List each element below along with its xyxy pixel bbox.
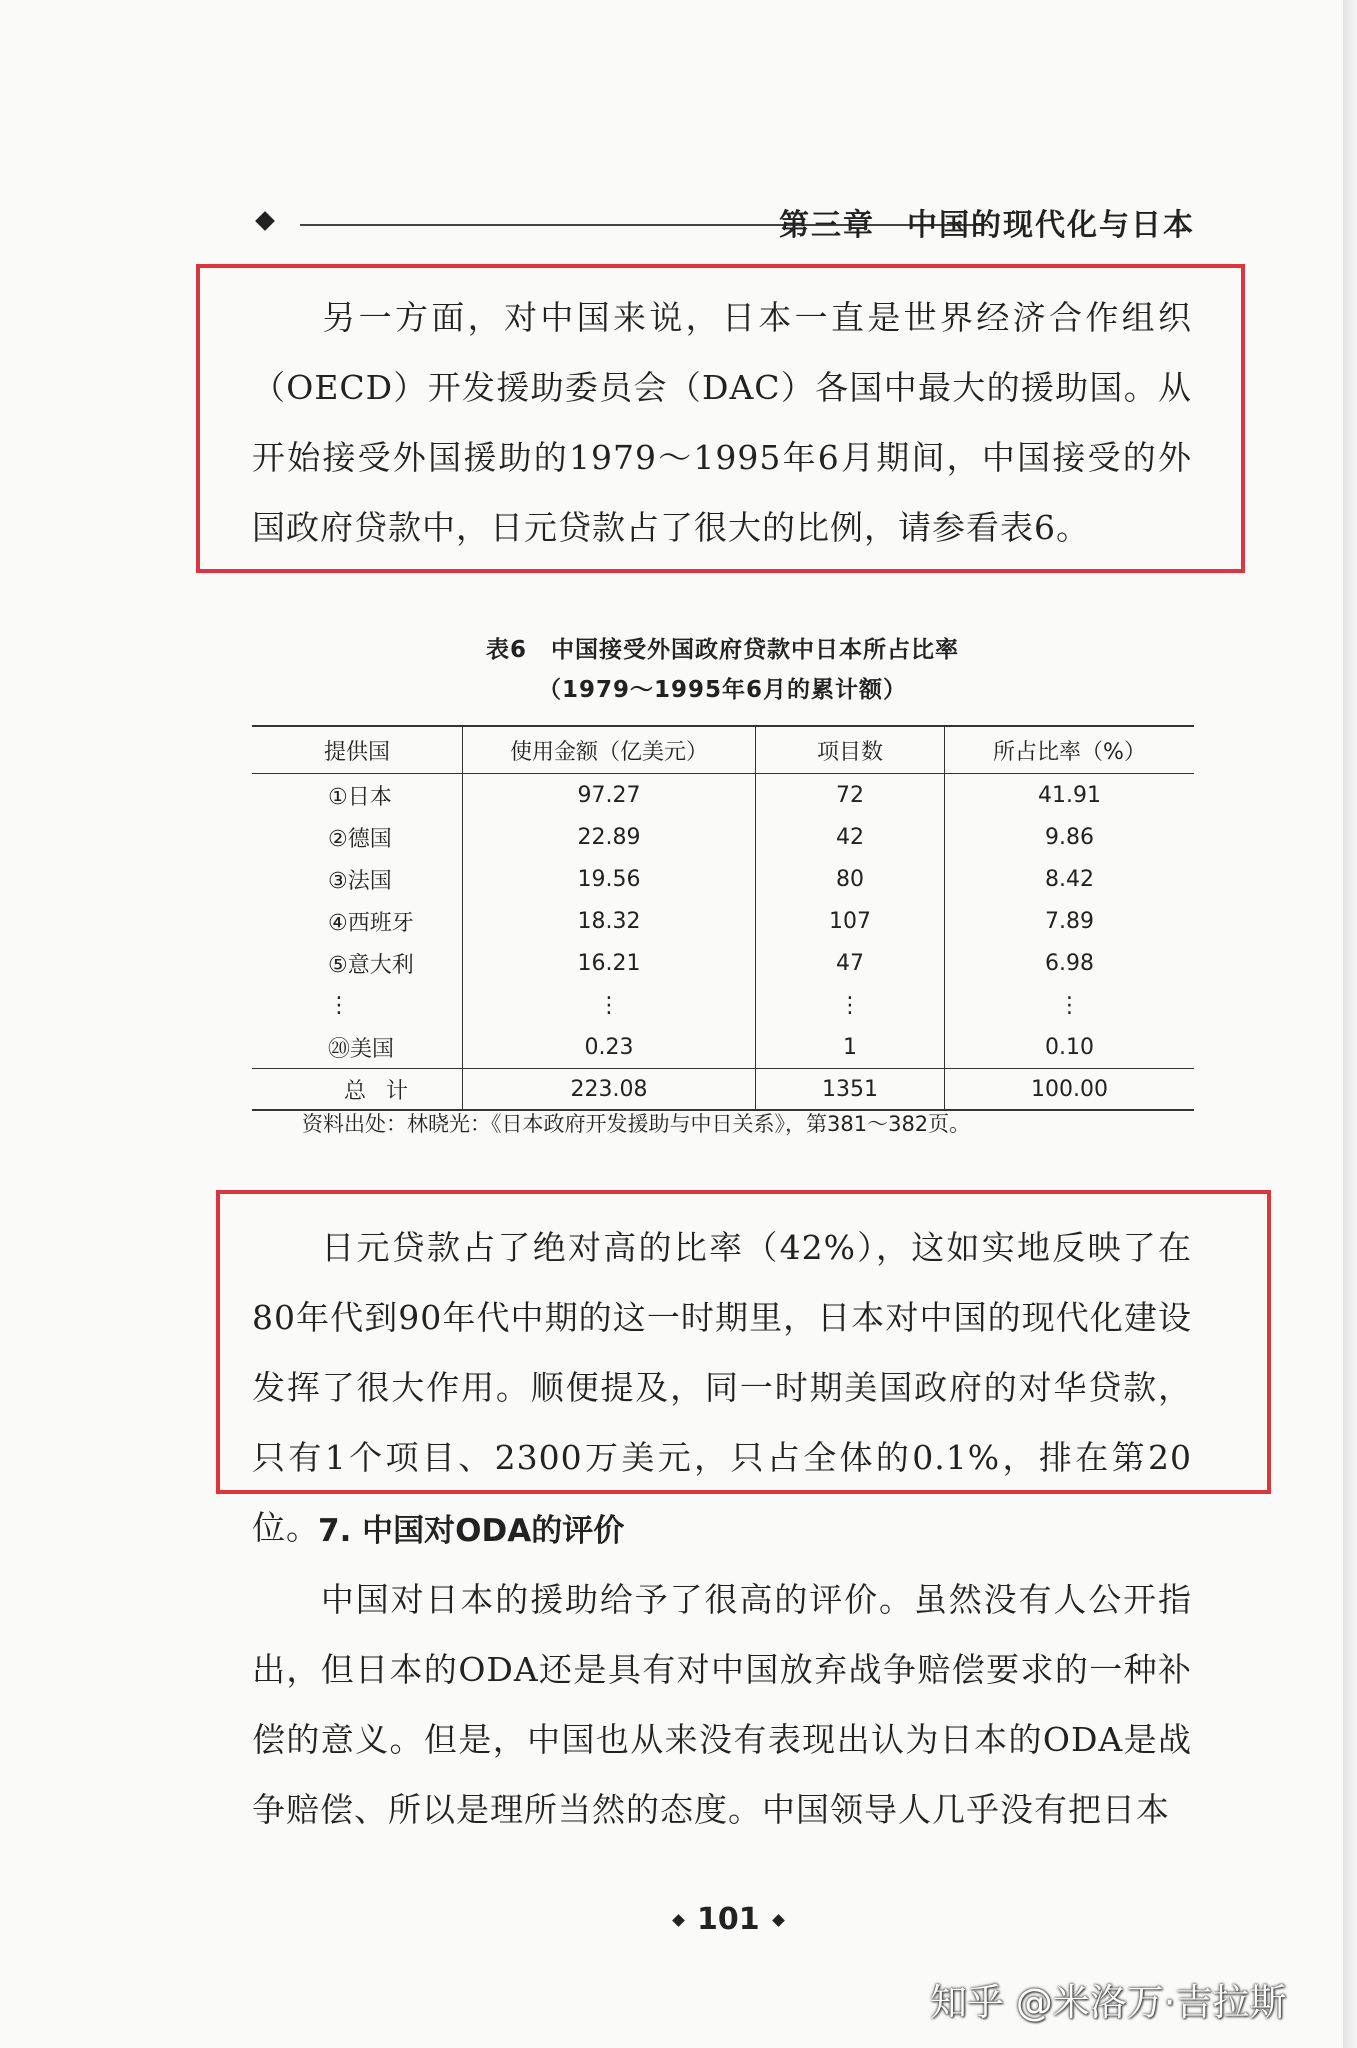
cell-country: ⑳美国 bbox=[328, 1036, 395, 1062]
cell-share: ⋮ bbox=[945, 984, 1195, 1026]
paragraph-oecd-text: 另一方面，对中国来说，日本一直是世界经济合作组织（OECD）开发援助委员会（DAC）各国中最大的援助国。从开始接受外国援助的1979～1995年6月期间，中国接受的外国政府贷款中，日元贷款占了很大的比例，请参看表6。 bbox=[252, 298, 1192, 547]
diamond-icon bbox=[255, 211, 275, 231]
highlight-box-2 bbox=[216, 1190, 1271, 1494]
cell-amount: 97.27 bbox=[463, 774, 756, 817]
loan-share-table bbox=[252, 725, 1194, 1111]
cell-projects: 72 bbox=[756, 774, 945, 817]
col-header-projects: 项目数 bbox=[756, 726, 945, 774]
cell-share: 9.86 bbox=[945, 816, 1195, 858]
table-subtitle: （1979～1995年6月的累计额） bbox=[537, 677, 908, 703]
cell-projects: 47 bbox=[756, 942, 945, 984]
table-row-ellipsis bbox=[252, 984, 1194, 1026]
cell-total-projects: 1351 bbox=[756, 1069, 945, 1111]
cell-projects: 42 bbox=[756, 816, 945, 858]
table-source-note: 资料出处：林晓光：《日本政府开发援助与中日关系》，第381～382页。 bbox=[302, 1112, 971, 1136]
diamond-icon bbox=[672, 1914, 685, 1927]
table-row bbox=[252, 816, 1194, 858]
col-header-country: 提供国 bbox=[252, 726, 463, 774]
cell-country: ③法国 bbox=[328, 868, 392, 894]
diamond-icon bbox=[772, 1914, 785, 1927]
cell-share: 7.89 bbox=[945, 900, 1195, 942]
cell-amount: 16.21 bbox=[463, 942, 756, 984]
cell-total-share: 100.00 bbox=[945, 1069, 1195, 1111]
paragraph-evaluation-text: 中国对日本的援助给予了很高的评价。虽然没有人公开指出，但日本的ODA还是具有对中国放弃战争赔偿要求的一种补偿的意义。但是，中国也从来没有表现出认为日本的ODA是战争赔偿、所以是理所当然的态度。中国领导人几乎没有把日本 bbox=[252, 1580, 1192, 1829]
cell-country: ⑤意大利 bbox=[328, 952, 414, 978]
paragraph-yen-loans-text: 日元贷款占了绝对高的比率（42%），这如实地反映了在80年代到90年代中期的这一时期里，日本对中国的现代化建设发挥了很大作用。顺便提及，同一时期美国政府的对华贷款，只有1个项目、2300万美元，只占全体的0.1%，排在第20位。 bbox=[252, 1228, 1192, 1547]
cell-country: ②德国 bbox=[328, 826, 392, 852]
table-row bbox=[252, 1026, 1194, 1069]
cell-amount: 18.32 bbox=[463, 900, 756, 942]
page-number bbox=[660, 1902, 797, 1937]
running-header bbox=[250, 200, 1195, 250]
table-row bbox=[252, 900, 1194, 942]
cell-projects: 80 bbox=[756, 858, 945, 900]
cell-country: ⋮ bbox=[328, 992, 350, 1018]
cell-country: ①日本 bbox=[328, 784, 392, 810]
cell-country: ④西班牙 bbox=[328, 910, 414, 936]
page-edge bbox=[1343, 0, 1357, 2048]
page-number-text: 101 bbox=[697, 1902, 760, 1937]
paragraph-evaluation bbox=[252, 1565, 1192, 1845]
cell-share: 6.98 bbox=[945, 942, 1195, 984]
cell-projects: 1 bbox=[756, 1026, 945, 1069]
table-row bbox=[252, 774, 1194, 817]
chapter-title: 第三章 中国的现代化与日本 bbox=[779, 208, 1195, 243]
cell-share: 41.91 bbox=[945, 774, 1195, 817]
cell-amount: 22.89 bbox=[463, 816, 756, 858]
table-row bbox=[252, 942, 1194, 984]
section-heading: 7. 中国对ODA的评价 bbox=[318, 1513, 625, 1549]
cell-share: 0.10 bbox=[945, 1026, 1195, 1069]
cell-projects: 107 bbox=[756, 900, 945, 942]
cell-amount: 0.23 bbox=[463, 1026, 756, 1069]
cell-total-amount: 223.08 bbox=[463, 1069, 756, 1111]
col-header-share: 所占比率（%） bbox=[945, 726, 1195, 774]
table-title: 表6 中国接受外国政府贷款中日本所占比率 bbox=[485, 637, 959, 663]
cell-amount: ⋮ bbox=[463, 984, 756, 1026]
table-header-row bbox=[252, 726, 1194, 774]
cell-amount: 19.56 bbox=[463, 858, 756, 900]
table-total-row bbox=[252, 1069, 1194, 1111]
table-caption bbox=[250, 630, 1195, 710]
cell-total-label: 总计 bbox=[252, 1069, 463, 1111]
highlight-box-1 bbox=[196, 264, 1245, 573]
col-header-amount: 使用金额（亿美元） bbox=[463, 726, 756, 774]
cell-projects: ⋮ bbox=[756, 984, 945, 1026]
cell-share: 8.42 bbox=[945, 858, 1195, 900]
table-row bbox=[252, 858, 1194, 900]
watermark: 知乎 @米洛万·吉拉斯 bbox=[930, 1981, 1287, 2024]
